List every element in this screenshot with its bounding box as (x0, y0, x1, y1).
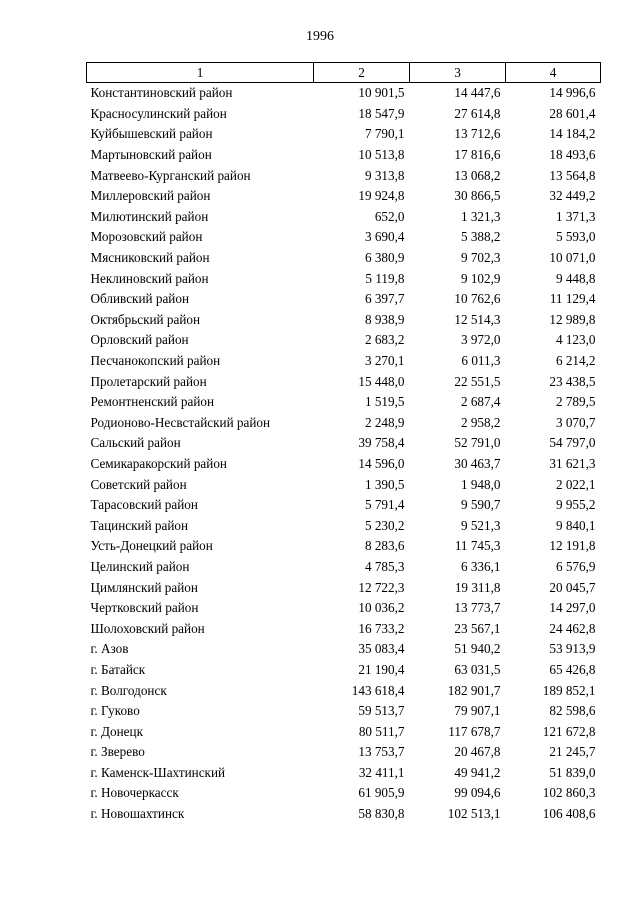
value-cell-col2: 16 733,2 (358, 620, 405, 636)
table-row (87, 227, 601, 248)
value-cell-col2: 14 596,0 (358, 455, 405, 471)
value-cell-col3: 13 068,2 (454, 167, 501, 183)
row-name-cell: Советский район (90, 476, 187, 492)
row-name-cell: Октябрьский район (90, 311, 201, 327)
row-name-cell: Сальский район (90, 435, 181, 451)
value-cell-col3: 13 773,7 (454, 600, 501, 616)
value-cell-col2: 15 448,0 (358, 373, 405, 389)
value-cell-col3: 51 940,2 (454, 641, 501, 657)
value-cell-col3: 17 816,6 (454, 147, 501, 163)
row-name-cell: Красносулинский район (90, 105, 227, 121)
value-cell-col2: 3 690,4 (364, 229, 405, 245)
value-cell-col3: 22 551,5 (454, 373, 501, 389)
table-row (87, 598, 601, 619)
table-row (87, 495, 601, 516)
table-header (87, 63, 601, 83)
table-row (87, 660, 601, 681)
value-cell-col3: 27 614,8 (454, 105, 501, 121)
row-name-cell: г. Новошахтинск (90, 806, 185, 822)
value-cell-col4: 5 593,0 (555, 229, 596, 245)
table-row (87, 515, 601, 536)
table-row (87, 680, 601, 701)
column-header-3: 3 (410, 63, 506, 83)
value-cell-col4: 23 438,5 (549, 373, 596, 389)
value-cell-col3: 2 687,4 (460, 394, 501, 410)
value-cell-col2: 58 830,8 (358, 806, 405, 822)
value-cell-col3: 9 590,7 (460, 497, 501, 513)
column-header-1: 1 (87, 63, 314, 83)
value-cell-col3: 49 941,2 (454, 764, 501, 780)
value-cell-col2: 19 924,8 (358, 188, 405, 204)
value-cell-col3: 99 094,6 (454, 785, 501, 801)
value-cell-col2: 5 230,2 (364, 517, 405, 533)
value-cell-col4: 53 913,9 (549, 641, 596, 657)
value-cell-col4: 12 989,8 (549, 311, 596, 327)
value-cell-col3: 11 745,3 (454, 538, 501, 554)
data-table (86, 62, 601, 824)
value-cell-col3: 6 011,3 (461, 353, 501, 369)
value-cell-col3: 9 702,3 (460, 250, 501, 266)
value-cell-col4: 189 852,1 (542, 682, 596, 698)
value-cell-col3: 1 321,3 (460, 208, 501, 224)
row-name-cell: Пролетарский район (90, 373, 207, 389)
value-cell-col3: 1 948,0 (460, 476, 501, 492)
row-name-cell: г. Новочеркасск (90, 785, 179, 801)
table-row (87, 783, 601, 804)
value-cell-col4: 21 245,7 (549, 744, 596, 760)
table-row (87, 454, 601, 475)
value-cell-col3: 52 791,0 (454, 435, 501, 451)
value-cell-col3: 13 712,6 (454, 126, 501, 142)
table-row (87, 207, 601, 228)
row-name-cell: Миллеровский район (90, 188, 211, 204)
row-name-cell: Константиновский район (90, 85, 233, 101)
row-name-cell: г. Волгодонск (90, 682, 167, 698)
value-cell-col3: 5 388,2 (460, 229, 501, 245)
value-cell-col4: 106 408,6 (542, 806, 596, 822)
value-cell-col3: 182 901,7 (447, 682, 501, 698)
value-cell-col4: 14 996,6 (549, 85, 596, 101)
value-cell-col4: 9 955,2 (555, 497, 596, 513)
value-cell-col3: 23 567,1 (454, 620, 501, 636)
value-cell-col2: 8 938,9 (364, 311, 405, 327)
table-row (87, 742, 601, 763)
value-cell-col2: 80 511,7 (358, 723, 405, 739)
value-cell-col3: 14 447,6 (454, 85, 501, 101)
header-row (87, 63, 601, 83)
row-name-cell: Мясниковский район (90, 250, 210, 266)
value-cell-col3: 9 521,3 (460, 517, 501, 533)
table-row (87, 289, 601, 310)
table-row (87, 763, 601, 784)
table-row (87, 413, 601, 434)
value-cell-col4: 3 070,7 (555, 414, 596, 430)
row-name-cell: г. Батайск (90, 661, 146, 677)
value-cell-col2: 2 683,2 (364, 332, 405, 348)
value-cell-col2: 18 547,9 (358, 105, 405, 121)
value-cell-col3: 117 678,7 (448, 723, 501, 739)
row-name-cell: Тарасовский район (90, 497, 198, 513)
value-cell-col4: 4 123,0 (555, 332, 596, 348)
value-cell-col2: 32 411,1 (358, 764, 405, 780)
value-cell-col2: 10 513,8 (358, 147, 405, 163)
row-name-cell: Усть-Донецкий район (90, 538, 213, 554)
value-cell-col3: 10 762,6 (454, 291, 501, 307)
row-name-cell: Шолоховский район (90, 620, 205, 636)
value-cell-col4: 10 071,0 (549, 250, 596, 266)
table-row (87, 474, 601, 495)
table-row (87, 804, 601, 825)
value-cell-col3: 79 907,1 (454, 703, 501, 719)
row-name-cell: Целинский район (90, 558, 190, 574)
table-row (87, 701, 601, 722)
value-cell-col3: 102 513,1 (447, 806, 501, 822)
value-cell-col4: 2 022,1 (555, 476, 596, 492)
value-cell-col2: 652,0 (374, 208, 405, 224)
value-cell-col2: 1 390,5 (364, 476, 405, 492)
table-row (87, 371, 601, 392)
row-name-cell: г. Донецк (90, 723, 143, 739)
value-cell-col4: 51 839,0 (549, 764, 596, 780)
value-cell-col3: 63 031,5 (454, 661, 501, 677)
value-cell-col4: 18 493,6 (549, 147, 596, 163)
table-row (87, 618, 601, 639)
table-row (87, 351, 601, 372)
row-name-cell: Ремонтненский район (90, 394, 215, 410)
value-cell-col4: 2 789,5 (555, 394, 596, 410)
row-name-cell: г. Гуково (90, 703, 140, 719)
table-row (87, 268, 601, 289)
value-cell-col4: 102 860,3 (542, 785, 596, 801)
table-row (87, 392, 601, 413)
value-cell-col2: 12 722,3 (358, 579, 405, 595)
row-name-cell: Мартыновский район (90, 147, 212, 163)
row-name-cell: Цимлянский район (90, 579, 198, 595)
row-name-cell: г. Азов (90, 641, 129, 657)
value-cell-col2: 7 790,1 (364, 126, 405, 142)
value-cell-col4: 32 449,2 (549, 188, 596, 204)
table-row (87, 536, 601, 557)
value-cell-col2: 21 190,4 (358, 661, 405, 677)
table-row (87, 124, 601, 145)
value-cell-col2: 5 119,8 (365, 270, 405, 286)
table-row (87, 248, 601, 269)
value-cell-col4: 20 045,7 (549, 579, 596, 595)
value-cell-col3: 12 514,3 (454, 311, 501, 327)
value-cell-col4: 14 184,2 (549, 126, 596, 142)
value-cell-col4: 6 576,9 (555, 558, 596, 574)
row-name-cell: Морозовский район (90, 229, 203, 245)
value-cell-col4: 11 129,4 (549, 291, 596, 307)
value-cell-col2: 1 519,5 (364, 394, 405, 410)
value-cell-col4: 65 426,8 (549, 661, 596, 677)
value-cell-col2: 10 901,5 (358, 85, 405, 101)
value-cell-col2: 4 785,3 (364, 558, 405, 574)
row-name-cell: г. Зверево (90, 744, 145, 760)
table-row (87, 721, 601, 742)
column-header-4: 4 (506, 63, 601, 83)
value-cell-col4: 24 462,8 (549, 620, 596, 636)
value-cell-col4: 13 564,8 (549, 167, 596, 183)
value-cell-col3: 2 958,2 (460, 414, 501, 430)
row-name-cell: Родионово-Несвстайский район (90, 414, 271, 430)
table-row (87, 577, 601, 598)
value-cell-col3: 19 311,8 (454, 579, 501, 595)
value-cell-col2: 6 380,9 (364, 250, 405, 266)
table-body (87, 83, 601, 825)
value-cell-col4: 54 797,0 (549, 435, 596, 451)
row-name-cell: Матвеево-Курганский район (90, 167, 251, 183)
table-row (87, 83, 601, 104)
value-cell-col2: 59 513,7 (358, 703, 405, 719)
value-cell-col4: 121 672,8 (542, 723, 596, 739)
value-cell-col4: 82 598,6 (549, 703, 596, 719)
value-cell-col2: 2 248,9 (364, 414, 405, 430)
value-cell-col2: 39 758,4 (358, 435, 405, 451)
table-row (87, 165, 601, 186)
value-cell-col2: 61 905,9 (358, 785, 405, 801)
value-cell-col4: 6 214,2 (555, 353, 596, 369)
value-cell-col4: 14 297,0 (549, 600, 596, 616)
table-row (87, 433, 601, 454)
page-number: 1996 (306, 29, 334, 44)
value-cell-col3: 30 866,5 (454, 188, 501, 204)
value-cell-col3: 9 102,9 (460, 270, 501, 286)
value-cell-col2: 9 313,8 (364, 167, 405, 183)
table-row (87, 186, 601, 207)
value-cell-col2: 35 083,4 (358, 641, 405, 657)
table-row (87, 104, 601, 125)
row-name-cell: Семикаракорский район (90, 455, 227, 471)
value-cell-col2: 10 036,2 (358, 600, 405, 616)
row-name-cell: Куйбышевский район (90, 126, 213, 142)
value-cell-col2: 5 791,4 (364, 497, 405, 513)
row-name-cell: Неклиновский район (90, 270, 209, 286)
row-name-cell: г. Каменск-Шахтинский (90, 764, 226, 780)
value-cell-col3: 20 467,8 (454, 744, 501, 760)
value-cell-col4: 9 840,1 (555, 517, 596, 533)
value-cell-col4: 31 621,3 (549, 455, 596, 471)
value-cell-col3: 3 972,0 (460, 332, 501, 348)
value-cell-col2: 8 283,6 (364, 538, 405, 554)
row-name-cell: Чертковский район (90, 600, 199, 616)
value-cell-col3: 30 463,7 (454, 455, 501, 471)
value-cell-col2: 3 270,1 (364, 353, 405, 369)
column-header-2: 2 (314, 63, 410, 83)
table-row (87, 639, 601, 660)
row-name-cell: Обливский район (90, 291, 190, 307)
value-cell-col4: 1 371,3 (555, 208, 596, 224)
table-row (87, 330, 601, 351)
value-cell-col2: 6 397,7 (364, 291, 405, 307)
row-name-cell: Песчанокопский район (90, 353, 221, 369)
value-cell-col4: 12 191,8 (549, 538, 596, 554)
value-cell-col4: 28 601,4 (549, 105, 596, 121)
value-cell-col3: 6 336,1 (460, 558, 501, 574)
value-cell-col2: 13 753,7 (358, 744, 405, 760)
row-name-cell: Орловский район (90, 332, 189, 348)
value-cell-col2: 143 618,4 (351, 682, 405, 698)
value-cell-col4: 9 448,8 (555, 270, 596, 286)
table-row (87, 145, 601, 166)
row-name-cell: Тацинский район (90, 517, 189, 533)
row-name-cell: Милютинский район (90, 208, 209, 224)
table-row (87, 310, 601, 331)
table-row (87, 557, 601, 578)
